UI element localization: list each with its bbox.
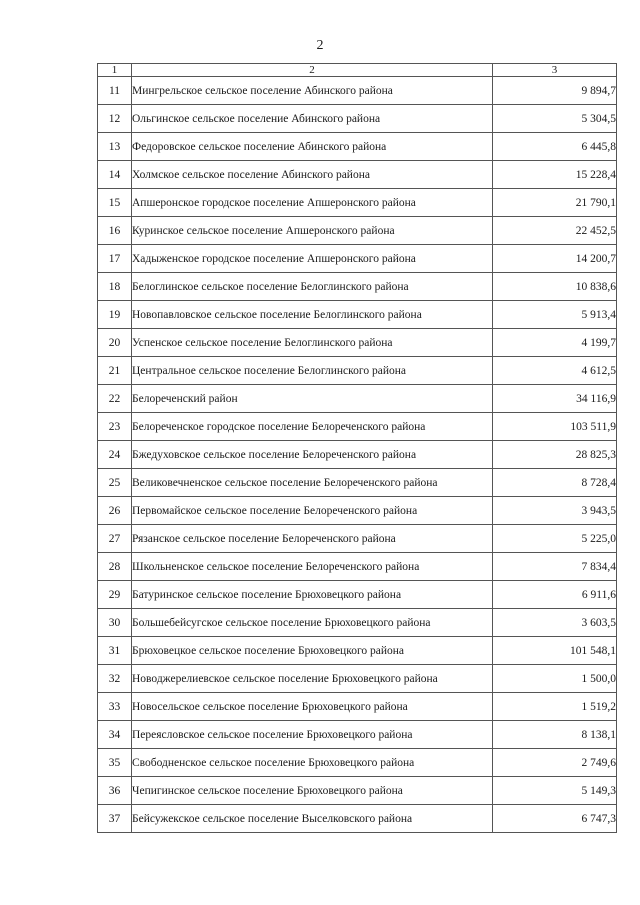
row-number: 29: [98, 581, 132, 609]
table-row: [98, 385, 617, 413]
table-row: [98, 693, 617, 721]
amount-value: 21 790,1: [493, 189, 617, 217]
table-row: [98, 581, 617, 609]
row-number: 25: [98, 469, 132, 497]
table-row: [98, 301, 617, 329]
row-number: 21: [98, 357, 132, 385]
municipality-name: Бейсужекское сельское поселение Выселковского района: [132, 805, 493, 833]
amount-value: 6 445,8: [493, 133, 617, 161]
table-row: [98, 469, 617, 497]
amount-value: 101 548,1: [493, 637, 617, 665]
municipality-name: Белоглинское сельское поселение Белоглинского района: [132, 273, 493, 301]
row-number: 37: [98, 805, 132, 833]
row-number: 26: [98, 497, 132, 525]
table-row: [98, 777, 617, 805]
table-row: [98, 329, 617, 357]
amount-value: 3 943,5: [493, 497, 617, 525]
row-number: 17: [98, 245, 132, 273]
table-row: [98, 525, 617, 553]
row-number: 34: [98, 721, 132, 749]
table-row: [98, 133, 617, 161]
table-row: [98, 805, 617, 833]
municipality-name: Рязанское сельское поселение Белореченского района: [132, 525, 493, 553]
amount-value: 6 911,6: [493, 581, 617, 609]
municipality-name: Первомайское сельское поселение Белореченского района: [132, 497, 493, 525]
row-number: 36: [98, 777, 132, 805]
municipality-name: Центральное сельское поселение Белоглинского района: [132, 357, 493, 385]
municipality-name: Куринское сельское поселение Апшеронского района: [132, 217, 493, 245]
amount-value: 5 913,4: [493, 301, 617, 329]
table-row: [98, 105, 617, 133]
amount-value: 5 225,0: [493, 525, 617, 553]
municipality-name: Белореченский район: [132, 385, 493, 413]
municipality-name: Белореченское городское поселение Белореченского района: [132, 413, 493, 441]
municipality-name: Школьненское сельское поселение Белореченского района: [132, 553, 493, 581]
municipality-name: Федоровское сельское поселение Абинского района: [132, 133, 493, 161]
table-row: [98, 553, 617, 581]
amount-value: 6 747,3: [493, 805, 617, 833]
row-number: 13: [98, 133, 132, 161]
amount-value: 10 838,6: [493, 273, 617, 301]
amount-value: 22 452,5: [493, 217, 617, 245]
row-number: 27: [98, 525, 132, 553]
row-number: 16: [98, 217, 132, 245]
column-number-2: 2: [132, 64, 493, 77]
table-body: [98, 64, 617, 833]
amount-value: 15 228,4: [493, 161, 617, 189]
amount-value: 8 138,1: [493, 721, 617, 749]
amount-value: 5 149,3: [493, 777, 617, 805]
table-row: [98, 245, 617, 273]
page-number: 2: [316, 38, 324, 53]
amount-value: 2 749,6: [493, 749, 617, 777]
row-number: 11: [98, 77, 132, 105]
amount-value: 7 834,4: [493, 553, 617, 581]
table-row: [98, 189, 617, 217]
municipality-name: Великовечненское сельское поселение Белореченского района: [132, 469, 493, 497]
table-row: [98, 441, 617, 469]
municipality-name: Большебейсугское сельское поселение Брюховецкого района: [132, 609, 493, 637]
row-number: 24: [98, 441, 132, 469]
amount-value: 4 612,5: [493, 357, 617, 385]
municipality-name: Успенское сельское поселение Белоглинского района: [132, 329, 493, 357]
amount-value: 8 728,4: [493, 469, 617, 497]
municipality-name: Апшеронское городское поселение Апшеронского района: [132, 189, 493, 217]
amount-value: 4 199,7: [493, 329, 617, 357]
table-row: [98, 357, 617, 385]
amount-value: 28 825,3: [493, 441, 617, 469]
row-number: 22: [98, 385, 132, 413]
municipality-name: Хадыженское городское поселение Апшеронского района: [132, 245, 493, 273]
municipality-name: Ольгинское сельское поселение Абинского района: [132, 105, 493, 133]
amount-value: 1 519,2: [493, 693, 617, 721]
municipality-name: Новопавловское сельское поселение Белоглинского района: [132, 301, 493, 329]
municipality-name: Чепигинское сельское поселение Брюховецкого района: [132, 777, 493, 805]
table-row: [98, 497, 617, 525]
row-number: 18: [98, 273, 132, 301]
column-number-1: 1: [98, 64, 132, 77]
column-number-3: 3: [493, 64, 617, 77]
row-number: 32: [98, 665, 132, 693]
amount-value: 14 200,7: [493, 245, 617, 273]
amount-value: 103 511,9: [493, 413, 617, 441]
row-number: 28: [98, 553, 132, 581]
amount-value: 34 116,9: [493, 385, 617, 413]
table-row: [98, 161, 617, 189]
municipality-name: Переясловское сельское поселение Брюховецкого района: [132, 721, 493, 749]
table-row: [98, 217, 617, 245]
row-number: 14: [98, 161, 132, 189]
table-row: [98, 77, 617, 105]
table-row: [98, 665, 617, 693]
amount-value: 5 304,5: [493, 105, 617, 133]
municipality-name: Холмское сельское поселение Абинского района: [132, 161, 493, 189]
municipality-name: Мингрельское сельское поселение Абинского района: [132, 77, 493, 105]
row-number: 33: [98, 693, 132, 721]
table-row: [98, 413, 617, 441]
municipality-name: Новосельское сельское поселение Брюховецкого района: [132, 693, 493, 721]
row-number: 23: [98, 413, 132, 441]
municipality-name: Новоджерелиевское сельское поселение Брюховецкого района: [132, 665, 493, 693]
amount-value: 3 603,5: [493, 609, 617, 637]
municipality-name: Бжедуховское сельское поселение Белореченского района: [132, 441, 493, 469]
row-number: 35: [98, 749, 132, 777]
row-number: 19: [98, 301, 132, 329]
row-number: 12: [98, 105, 132, 133]
table-row: [98, 749, 617, 777]
amount-value: 1 500,0: [493, 665, 617, 693]
amount-value: 9 894,7: [493, 77, 617, 105]
row-number: 20: [98, 329, 132, 357]
row-number: 15: [98, 189, 132, 217]
row-number: 31: [98, 637, 132, 665]
table-row: [98, 273, 617, 301]
row-number: 30: [98, 609, 132, 637]
table-row: [98, 721, 617, 749]
column-number-row: [98, 64, 617, 77]
table-row: [98, 609, 617, 637]
table-row: [98, 637, 617, 665]
municipality-name: Брюховецкое сельское поселение Брюховецкого района: [132, 637, 493, 665]
allocation-table: [97, 63, 617, 833]
municipality-name: Свободненское сельское поселение Брюховецкого района: [132, 749, 493, 777]
municipality-name: Батуринское сельское поселение Брюховецкого района: [132, 581, 493, 609]
